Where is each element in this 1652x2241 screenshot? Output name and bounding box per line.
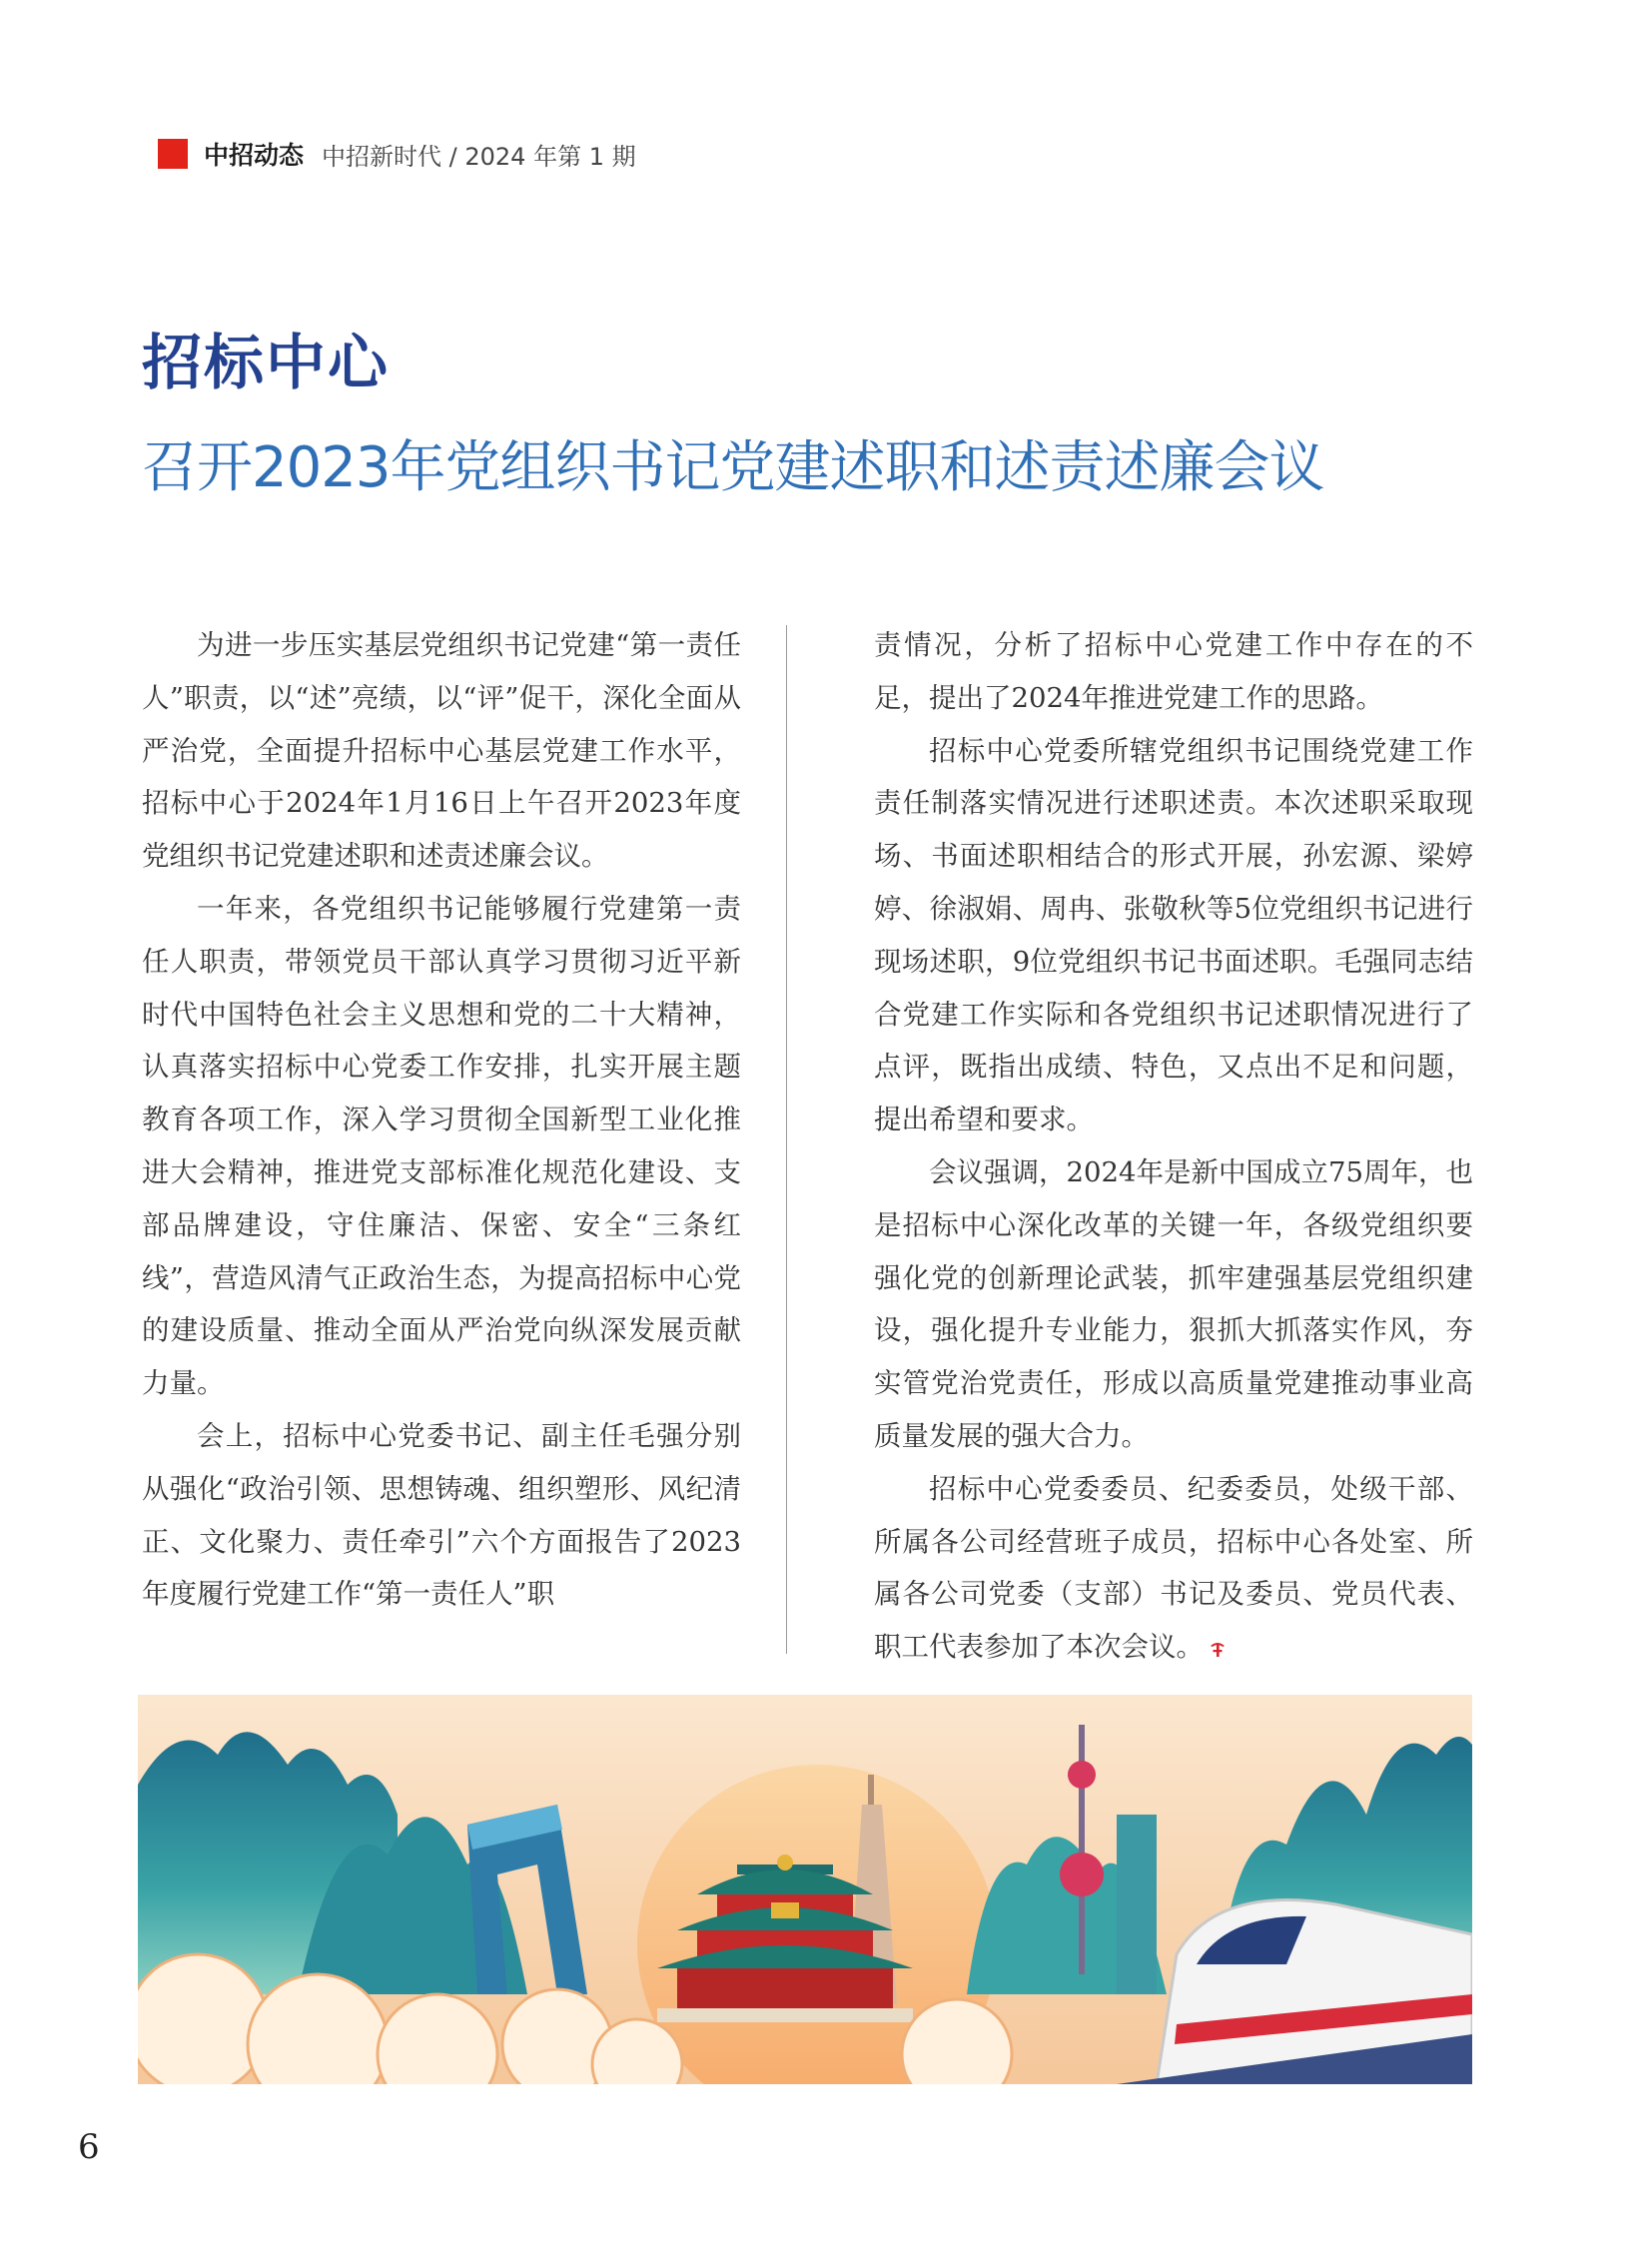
section-name: 中招动态 — [204, 141, 305, 170]
paragraph: 招标中心党委所辖党组织书记围绕党建工作责任制落实情况进行述职述责。本次述职采取现场、书面述职相结合的形式开展，孙宏源、梁婷婷、徐淑娟、周冉、张敬秋等5位党组织书记进行现场述职，9位党组织书记书面述职。毛强同志结合党建工作实际和各党组织书记述职情况进行了点评，既指出成绩、特色，又点出不足和问题，提出希望和要求。 — [874, 734, 1473, 1136]
issue-label: 中招新时代 / 2024 年第 1 期 — [322, 142, 636, 171]
paragraph — [874, 1463, 1473, 1674]
paragraph-continuation: 责情况，分析了招标中心党建工作中存在的不足，提出了2024年推进党建工作的思路。 — [874, 629, 1473, 714]
right-column — [874, 619, 1473, 1674]
article-title: 招标中心 — [142, 329, 390, 398]
paragraph: 为进一步压实基层党组织书记党建“第一责任人”职责，以“述”亮绩，以“评”促干，深化全面从严治党，全面提升招标中心基层党建工作水平，招标中心于2024年1月16日上午召开2023年度党组织书记党建述职和述责述廉会议。 — [142, 629, 741, 873]
page-number: 6 — [78, 2127, 100, 2167]
cityscape-illustration — [138, 1695, 1472, 2084]
left-column — [142, 619, 741, 1621]
paragraph: 会议强调，2024年是新中国成立75周年，也是招标中心深化改革的关键一年，各级党组织要强化党的创新理论武装，抓牢建强基层党组织建设，强化提升专业能力，狠抓大抓落实作风，夯实管党治党责任，形成以高质量党建推动事业高质量发展的强大合力。 — [874, 1155, 1473, 1452]
column-divider — [786, 625, 787, 1654]
paragraph-text: 招标中心党委委员、纪委委员，处级干部、所属各公司经营班子成员，招标中心各处室、所属各公司党委（支部）书记及委员、党员代表、职工代表参加了本次会议。 — [874, 1472, 1473, 1664]
running-header — [158, 138, 636, 170]
article-subtitle: 召开2023年党组织书记党建述职和述责述廉会议 — [142, 435, 1324, 500]
end-logo-icon — [1208, 1639, 1228, 1659]
section-marker-icon — [158, 139, 188, 169]
cityscape-illustration-svg — [138, 1695, 1472, 2084]
paragraph: 会上，招标中心党委书记、副主任毛强分别从强化“政治引领、思想铸魂、组织塑形、风纪清正、文化聚力、责任牵引”六个方面报告了2023年度履行党建工作“第一责任人”职 — [142, 1419, 741, 1611]
paragraph: 一年来，各党组织书记能够履行党建第一责任人职责，带领党员干部认真学习贯彻习近平新时代中国特色社会主义思想和党的二十大精神，认真落实招标中心党委工作安排，扎实开展主题教育各项工作，深入学习贯彻全国新型工业化推进大会精神，推进党支部标准化规范化建设、支部品牌建设，守住廉洁、保密、安全“三条红线”，营造风清气正政治生态，为提高招标中心党的建设质量、推动全面从严治党向纵深发展贡献力量。 — [142, 892, 741, 1400]
